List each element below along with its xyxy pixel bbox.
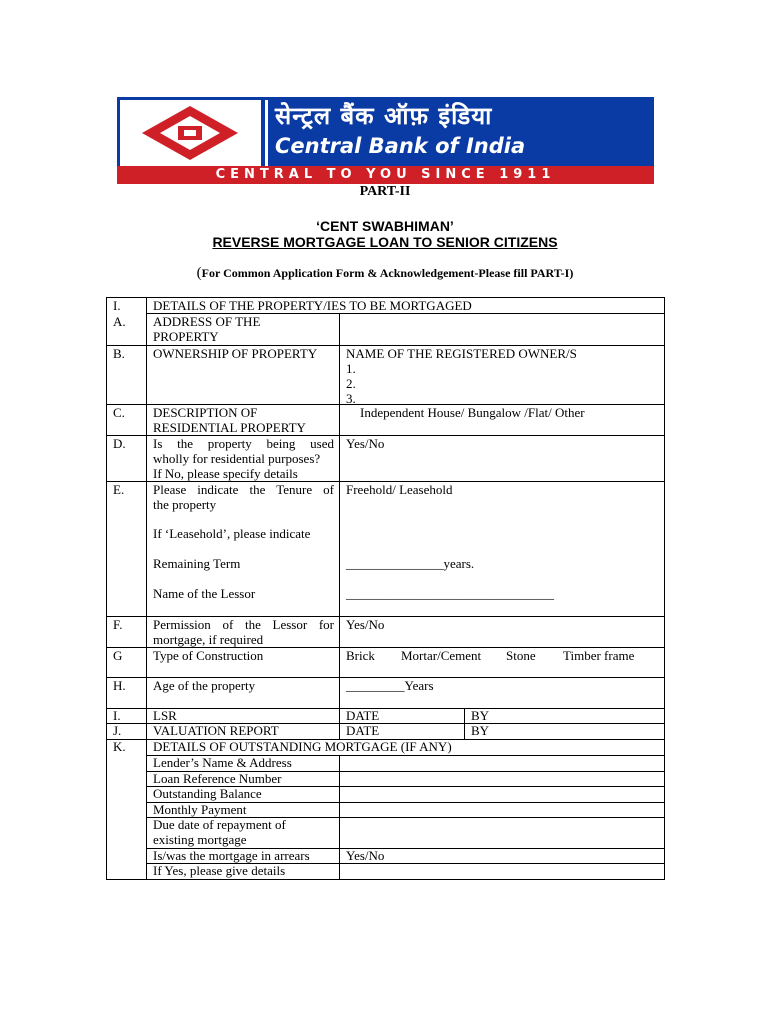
- field-label: Monthly Payment: [153, 802, 247, 817]
- field-label: If Yes, please give details: [153, 863, 286, 878]
- date-label: DATE: [346, 708, 380, 723]
- remaining-term-field[interactable]: [346, 556, 474, 572]
- form-title-text: REVERSE MORTGAGE LOAN TO SENIOR CITIZENS: [212, 234, 558, 250]
- row-number: H.: [113, 678, 126, 693]
- by-label: BY: [471, 723, 490, 738]
- row-number: E.: [113, 482, 125, 497]
- scheme-name: ‘CENT SWABHIMAN’: [316, 218, 454, 234]
- row-number: G: [113, 648, 123, 663]
- remaining-term-label: Remaining Term: [153, 556, 241, 571]
- field-value: Yes/No: [346, 617, 385, 632]
- column-divider: [339, 313, 340, 740]
- property-details-table: [106, 297, 665, 880]
- form-note: [0, 265, 770, 282]
- remaining-term-unit: years.: [443, 556, 475, 571]
- field-label: Type of Construction: [153, 648, 264, 663]
- construction-option: Brick: [346, 648, 375, 663]
- owner-line: 1.: [346, 361, 356, 376]
- row-divider: [106, 708, 665, 709]
- section-heading: DETAILS OF THE PROPERTY/IES TO BE MORTGAGED: [153, 298, 472, 313]
- field-label: Is the property being used: [153, 436, 334, 451]
- note-text: For Common Application Form & Acknowledgement-Please fill PART-I): [201, 266, 574, 280]
- date-label: DATE: [346, 723, 380, 738]
- field-label: Permission of the Lessor for: [153, 617, 334, 632]
- central-bank-emblem-icon: [138, 104, 243, 162]
- field-label: Due date of repayment of: [153, 817, 286, 832]
- field-value: Yes/No: [346, 436, 385, 451]
- remaining-term-blank[interactable]: _______________: [346, 556, 444, 571]
- bank-logo-banner: [117, 97, 654, 184]
- part-label: PART-II: [359, 184, 411, 199]
- field-label: wholly for residential purposes?: [153, 451, 321, 466]
- bank-name-english: Central Bank of India: [275, 134, 526, 158]
- table-border: [106, 879, 665, 880]
- field-label: Please indicate the Tenure of: [153, 482, 334, 497]
- by-label: BY: [471, 708, 490, 723]
- logo-divider: [265, 100, 268, 166]
- owner-line: 2.: [346, 376, 356, 391]
- field-label: Lender’s Name & Address: [153, 755, 292, 770]
- property-age-blank[interactable]: _________: [346, 678, 405, 693]
- field-label: DESCRIPTION OF: [153, 405, 258, 420]
- bank-tagline: CENTRAL TO YOU SINCE 1911: [117, 166, 654, 184]
- row-number: A.: [113, 314, 126, 329]
- field-label: VALUATION REPORT: [153, 723, 279, 738]
- field-label: mortgage, if required: [153, 632, 264, 647]
- field-value-heading: NAME OF THE REGISTERED OWNER/S: [346, 346, 577, 361]
- note-open-paren: (: [196, 265, 202, 281]
- field-value: Yes/No: [346, 848, 385, 863]
- construction-option: Stone: [506, 648, 536, 663]
- row-number: C.: [113, 405, 125, 420]
- field-label: If No, please specify details: [153, 466, 298, 481]
- field-label: Outstanding Balance: [153, 786, 262, 801]
- table-border: [106, 297, 107, 880]
- construction-option: Mortar/Cement: [401, 648, 482, 663]
- field-label: OWNERSHIP OF PROPERTY: [153, 346, 318, 361]
- field-label: ADDRESS OF THE: [153, 314, 261, 329]
- construction-option: Timber frame: [563, 648, 635, 663]
- property-age-field[interactable]: [346, 678, 434, 694]
- column-divider: [146, 297, 147, 880]
- lessor-name-field[interactable]: ________________________________: [346, 586, 554, 601]
- row-number: F.: [113, 617, 123, 632]
- field-label: PROPERTY: [153, 329, 219, 344]
- field-label: Loan Reference Number: [153, 771, 282, 786]
- row-number: I.: [113, 708, 121, 723]
- field-label: Age of the property: [153, 678, 256, 693]
- row-number: J.: [113, 723, 122, 738]
- field-value: Freehold/ Leasehold: [346, 482, 453, 497]
- field-label: the property: [153, 497, 217, 512]
- field-label: existing mortgage: [153, 832, 247, 847]
- row-number: K.: [113, 739, 126, 754]
- field-label: RESIDENTIAL PROPERTY: [153, 420, 306, 435]
- field-label: Is/was the mortgage in arrears: [153, 848, 310, 863]
- field-label: LSR: [153, 708, 177, 723]
- leasehold-prompt: If ‘Leasehold’, please indicate: [153, 526, 311, 541]
- row-number: D.: [113, 436, 126, 451]
- owner-line: 3.: [346, 391, 356, 406]
- bank-name-hindi: सेन्ट्रल बैंक ऑफ़ इंडिया: [275, 102, 493, 130]
- table-border: [664, 297, 665, 880]
- row-number: B.: [113, 346, 125, 361]
- section-heading: DETAILS OF OUTSTANDING MORTGAGE (IF ANY): [153, 739, 452, 754]
- row-number: I.: [113, 298, 121, 313]
- property-age-unit: Years: [404, 678, 434, 693]
- lessor-label: Name of the Lessor: [153, 586, 256, 601]
- field-value: Independent House/ Bungalow /Flat/ Other: [360, 405, 585, 420]
- form-title: [0, 234, 770, 250]
- logo-mark: [120, 100, 261, 166]
